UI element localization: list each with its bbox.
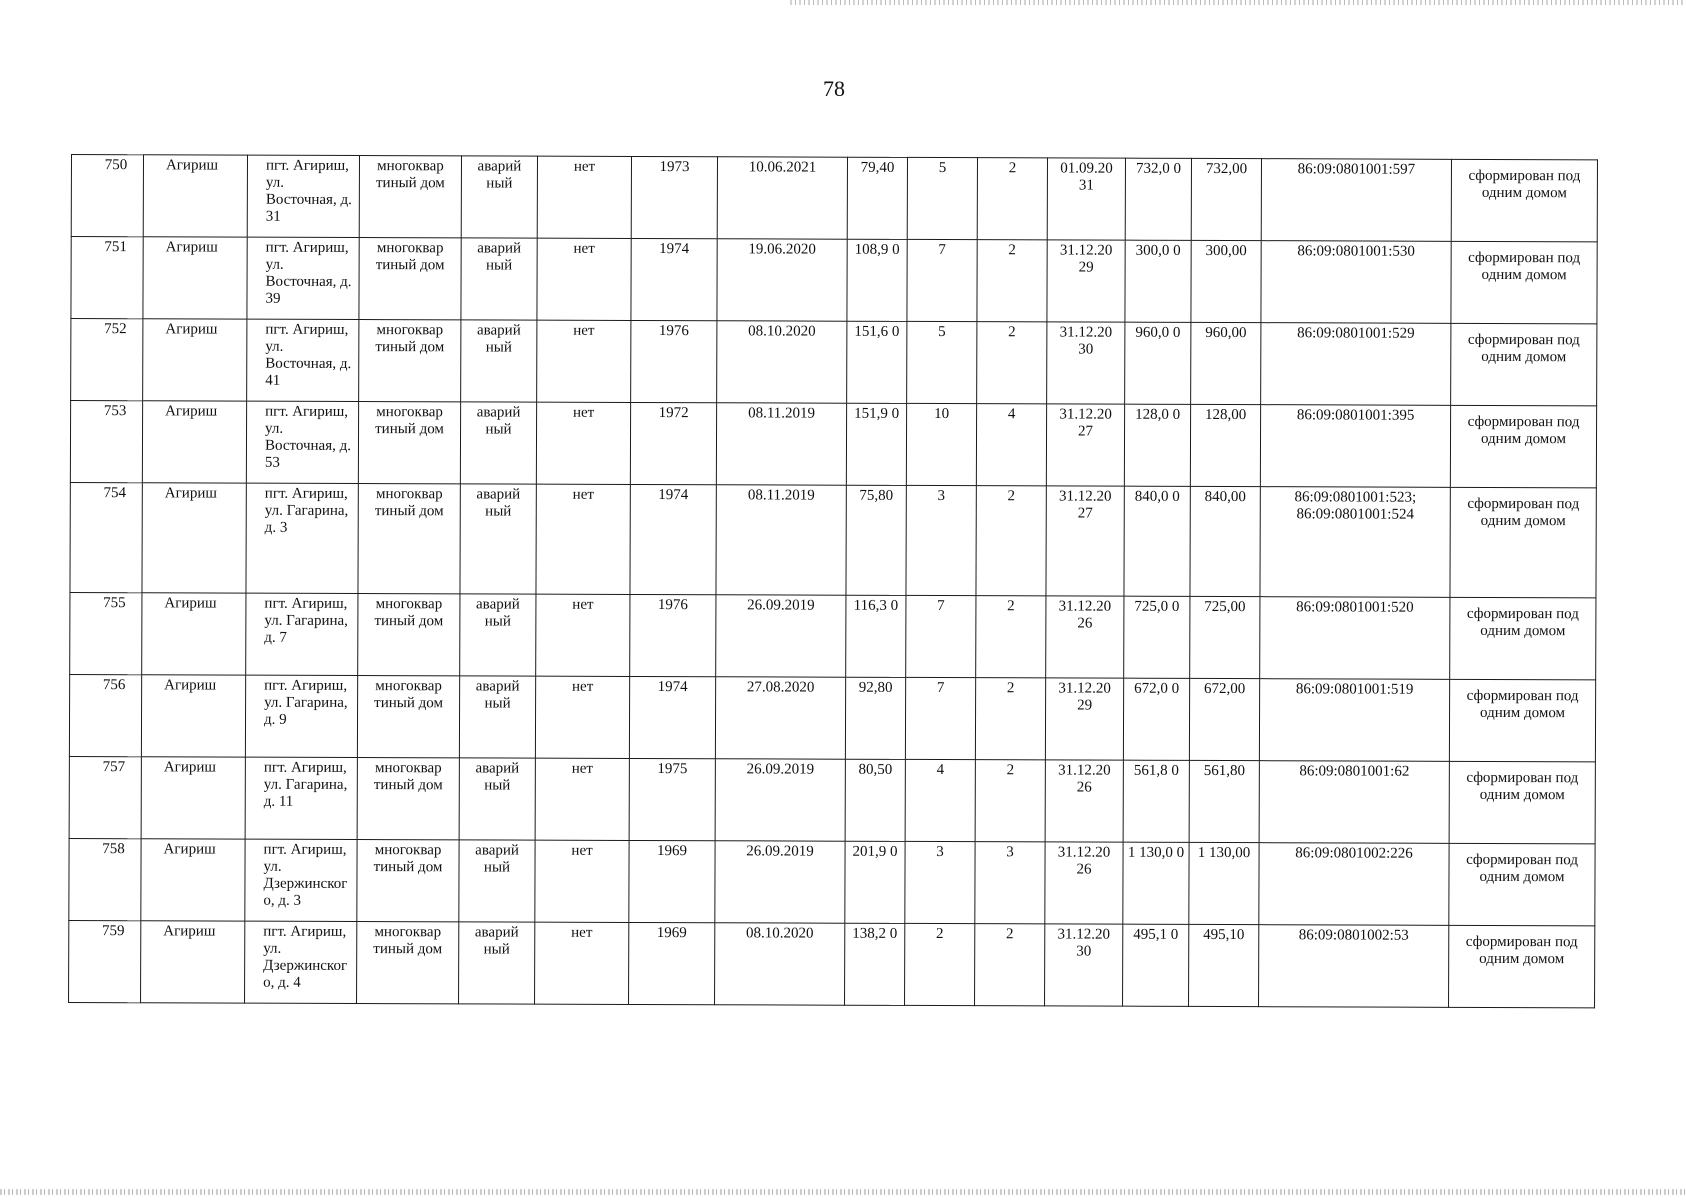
settlement-cell: Агириш (142, 593, 246, 675)
settlement-cell: Агириш (141, 921, 245, 1003)
deadline-cell: 31.12.20 30 (1045, 924, 1123, 1006)
row-number: 758 (69, 838, 141, 920)
count-cell-a: 3 (905, 841, 975, 923)
deadline-cell: 31.12.20 29 (1045, 678, 1123, 760)
row-number: 751 (71, 237, 143, 319)
value-cell-b: 732,00 (1191, 158, 1261, 240)
count-cell-b: 2 (975, 924, 1045, 1006)
address-cell: пгт. Агириш, ул. Гагарина, д. 3 (246, 483, 358, 593)
condition-cell: аварий ный (459, 758, 535, 840)
count-cell-a: 10 (906, 403, 976, 485)
flag-cell: нет (537, 320, 631, 402)
count-cell-a: 4 (905, 759, 975, 841)
area-cell: 116,3 0 (846, 595, 906, 677)
count-cell-a: 2 (905, 923, 975, 1005)
year-cell: 1975 (629, 758, 715, 840)
table-row (70, 401, 1596, 488)
year-cell: 1974 (631, 238, 717, 320)
row-number: 754 (70, 482, 142, 592)
deadline-cell: 31.12.20 27 (1046, 404, 1124, 486)
row-number: 756 (69, 674, 141, 756)
count-cell-b: 4 (976, 404, 1046, 486)
area-cell: 79,40 (847, 157, 907, 239)
count-cell-b: 3 (975, 842, 1045, 924)
year-cell: 1969 (629, 922, 715, 1004)
count-cell-b: 2 (976, 486, 1046, 596)
building-type-cell: многоквар тиный дом (357, 676, 459, 758)
flag-cell: нет (535, 840, 629, 922)
date-cell: 19.06.2020 (717, 239, 847, 321)
condition-cell: аварий ный (461, 156, 537, 238)
value-cell-a: 561,8 0 (1123, 760, 1189, 842)
settlement-cell: Агириш (143, 319, 247, 401)
date-cell: 08.11.2019 (716, 403, 846, 485)
flag-cell: нет (536, 484, 630, 594)
value-cell-b: 561,80 (1189, 760, 1259, 842)
row-number: 759 (69, 920, 141, 1002)
cadastral-number-cell: 86:09:0801001:519 (1259, 679, 1449, 762)
cadastral-number-cell: 86:09:0801001:529 (1261, 323, 1451, 406)
settlement-cell: Агириш (143, 155, 247, 237)
count-cell-b: 2 (975, 760, 1045, 842)
building-type-cell: многоквар тиный дом (358, 484, 460, 594)
count-cell-a: 7 (905, 677, 975, 759)
condition-cell: аварий ный (460, 484, 536, 594)
flag-cell: нет (536, 594, 630, 676)
date-cell: 10.06.2021 (717, 157, 847, 239)
flag-cell: нет (535, 922, 629, 1004)
status-cell: сформирован под одним домом (1451, 241, 1597, 324)
table-row (70, 482, 1596, 597)
date-cell: 08.11.2019 (716, 485, 846, 595)
condition-cell: аварий ный (459, 840, 535, 922)
settlement-cell: Агириш (142, 483, 246, 593)
year-cell: 1976 (631, 320, 717, 402)
status-cell: сформирован под одним домом (1451, 159, 1597, 242)
condition-cell: аварий ный (461, 320, 537, 402)
area-cell: 80,50 (845, 759, 905, 841)
building-type-cell: многоквар тиный дом (358, 594, 460, 676)
value-cell-a: 725,0 0 (1124, 596, 1190, 678)
settlement-cell: Агириш (141, 757, 245, 839)
count-cell-a: 7 (906, 595, 976, 677)
flag-cell: нет (537, 156, 631, 238)
value-cell-a: 840,0 0 (1124, 486, 1190, 596)
date-cell: 26.09.2019 (716, 595, 846, 677)
status-cell: сформирован под одним домом (1450, 487, 1596, 598)
count-cell-b: 2 (976, 596, 1046, 678)
status-cell: сформирован под одним домом (1449, 761, 1595, 844)
flag-cell: нет (535, 676, 629, 758)
row-number: 753 (70, 401, 142, 483)
status-cell: сформирован под одним домом (1450, 405, 1596, 488)
condition-cell: аварий ный (459, 676, 535, 758)
deadline-cell: 31.12.20 26 (1045, 760, 1123, 842)
value-cell-b: 300,00 (1191, 240, 1261, 322)
count-cell-b: 2 (977, 158, 1047, 240)
address-cell: пгт. Агириш, ул. Дзержинског о, д. 4 (245, 921, 357, 1003)
date-cell: 26.09.2019 (715, 759, 845, 841)
date-cell: 27.08.2020 (715, 677, 845, 759)
year-cell: 1973 (631, 156, 717, 238)
registry-body (69, 155, 1598, 1008)
value-cell-b: 672,00 (1189, 678, 1259, 760)
year-cell: 1972 (630, 402, 716, 484)
cadastral-number-cell: 86:09:0801002:226 (1259, 843, 1449, 926)
table-row (69, 838, 1595, 925)
deadline-cell: 31.12.20 26 (1046, 596, 1124, 678)
building-type-cell: многоквар тиный дом (357, 922, 459, 1004)
table-row (71, 319, 1597, 406)
row-number: 752 (71, 319, 143, 401)
area-cell: 201,9 0 (845, 841, 905, 923)
address-cell: пгт. Агириш, ул. Гагарина, д. 7 (246, 593, 358, 675)
address-cell: пгт. Агириш, ул. Восточная, д. 31 (247, 155, 359, 237)
settlement-cell: Агириш (141, 675, 245, 757)
table-row (71, 237, 1597, 324)
settlement-cell: Агириш (143, 237, 247, 319)
flag-cell: нет (537, 238, 631, 320)
address-cell: пгт. Агириш, ул. Гагарина, д. 11 (245, 757, 357, 839)
address-cell: пгт. Агириш, ул. Восточная, д. 53 (246, 401, 358, 483)
value-cell-a: 300,0 0 (1125, 240, 1191, 322)
value-cell-b: 495,10 (1189, 924, 1259, 1006)
count-cell-a: 3 (906, 485, 976, 595)
building-type-cell: многоквар тиный дом (358, 402, 460, 484)
deadline-cell: 31.12.20 26 (1045, 842, 1123, 924)
area-cell: 108,9 0 (847, 239, 907, 321)
settlement-cell: Агириш (142, 401, 246, 483)
area-cell: 138,2 0 (845, 923, 905, 1005)
value-cell-a: 1 130,0 0 (1123, 842, 1189, 924)
area-cell: 151,9 0 (846, 403, 906, 485)
condition-cell: аварий ный (460, 594, 536, 676)
building-type-cell: многоквар тиный дом (357, 840, 459, 922)
count-cell-a: 5 (907, 321, 977, 403)
scan-edge-top (790, 0, 1686, 5)
building-type-cell: многоквар тиный дом (359, 238, 461, 320)
value-cell-a: 495,1 0 (1123, 924, 1189, 1006)
date-cell: 08.10.2020 (715, 923, 845, 1005)
value-cell-b: 960,00 (1191, 322, 1261, 404)
value-cell-a: 960,0 0 (1125, 322, 1191, 404)
scan-edge-bottom (0, 1189, 1686, 1195)
settlement-cell: Агириш (141, 839, 245, 921)
table-row (69, 920, 1595, 1007)
housing-registry-table (68, 154, 1598, 1008)
deadline-cell: 31.12.20 30 (1047, 322, 1125, 404)
building-type-cell: многоквар тиный дом (357, 758, 459, 840)
date-cell: 26.09.2019 (715, 841, 845, 923)
cadastral-number-cell: 86:09:0801002:53 (1259, 925, 1449, 1008)
cadastral-number-cell: 86:09:0801001:520 (1260, 597, 1450, 680)
year-cell: 1976 (630, 594, 716, 676)
count-cell-b: 2 (977, 322, 1047, 404)
year-cell: 1974 (629, 676, 715, 758)
row-number: 757 (69, 756, 141, 838)
table-row (71, 155, 1597, 242)
area-cell: 75,80 (846, 485, 906, 595)
value-cell-b: 725,00 (1190, 596, 1260, 678)
count-cell-a: 7 (907, 239, 977, 321)
row-number: 750 (71, 155, 143, 237)
cadastral-number-cell: 86:09:0801001:597 (1261, 159, 1451, 242)
flag-cell: нет (536, 402, 630, 484)
address-cell: пгт. Агириш, ул. Восточная, д. 41 (247, 319, 359, 401)
cadastral-number-cell: 86:09:0801001:530 (1261, 241, 1451, 324)
building-type-cell: многоквар тиный дом (359, 156, 461, 238)
deadline-cell: 31.12.20 27 (1046, 486, 1124, 596)
deadline-cell: 01.09.20 31 (1047, 158, 1125, 240)
condition-cell: аварий ный (461, 238, 537, 320)
condition-cell: аварий ный (459, 922, 535, 1004)
table-row (69, 756, 1595, 843)
year-cell: 1969 (629, 840, 715, 922)
status-cell: сформирован под одним домом (1449, 843, 1595, 926)
year-cell: 1974 (630, 484, 716, 594)
status-cell: сформирован под одним домом (1449, 925, 1595, 1008)
area-cell: 92,80 (845, 677, 905, 759)
value-cell-b: 128,00 (1190, 404, 1260, 486)
value-cell-a: 672,0 0 (1123, 678, 1189, 760)
value-cell-b: 840,00 (1190, 486, 1260, 596)
condition-cell: аварий ный (460, 402, 536, 484)
count-cell-b: 2 (975, 678, 1045, 760)
area-cell: 151,6 0 (847, 321, 907, 403)
table-row (70, 592, 1596, 679)
count-cell-b: 2 (977, 240, 1047, 322)
deadline-cell: 31.12.20 29 (1047, 240, 1125, 322)
status-cell: сформирован под одним домом (1451, 323, 1597, 406)
count-cell-a: 5 (907, 157, 977, 239)
page-number: 78 (823, 76, 845, 101)
value-cell-a: 128,0 0 (1124, 404, 1190, 486)
value-cell-b: 1 130,00 (1189, 842, 1259, 924)
address-cell: пгт. Агириш, ул. Дзержинског о, д. 3 (245, 839, 357, 921)
cadastral-number-cell: 86:09:0801001:395 (1260, 405, 1450, 488)
address-cell: пгт. Агириш, ул. Восточная, д. 39 (247, 237, 359, 319)
building-type-cell: многоквар тиный дом (359, 320, 461, 402)
table-row (69, 674, 1595, 761)
address-cell: пгт. Агириш, ул. Гагарина, д. 9 (245, 675, 357, 757)
cadastral-number-cell: 86:09:0801001:523; 86:09:0801001:524 (1260, 487, 1450, 598)
value-cell-a: 732,0 0 (1125, 158, 1191, 240)
date-cell: 08.10.2020 (717, 321, 847, 403)
status-cell: сформирован под одним домом (1450, 597, 1596, 680)
row-number: 755 (70, 592, 142, 674)
status-cell: сформирован под одним домом (1449, 679, 1595, 762)
flag-cell: нет (535, 758, 629, 840)
cadastral-number-cell: 86:09:0801001:62 (1259, 761, 1449, 844)
